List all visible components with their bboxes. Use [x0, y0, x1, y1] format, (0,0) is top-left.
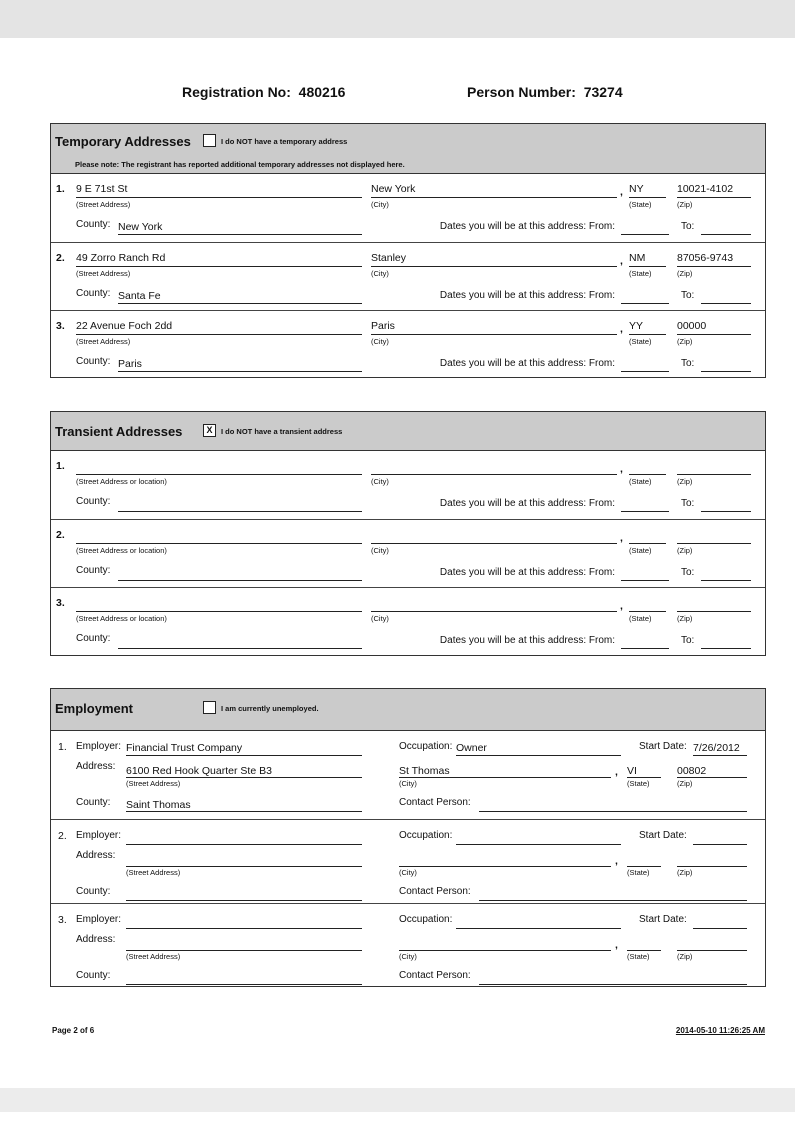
- zip-label: (Zip): [677, 614, 693, 623]
- state-label: (State): [629, 477, 652, 486]
- field-line: [629, 611, 666, 612]
- registration-label: Registration No:: [182, 84, 291, 100]
- field-line: [118, 580, 362, 581]
- person-value: 73274: [583, 84, 623, 100]
- field-line: [399, 950, 611, 951]
- employment-section: [50, 688, 766, 987]
- occupation-label: Occupation:: [399, 741, 453, 752]
- start-date-label: Start Date:: [639, 741, 687, 752]
- zip-label: (Zip): [677, 779, 693, 788]
- checkbox[interactable]: [203, 701, 216, 714]
- county-label: County:: [76, 565, 111, 576]
- dates-label: Dates you will be at this address: From:: [439, 498, 615, 509]
- county-label: County:: [76, 886, 111, 897]
- city-label: (City): [399, 779, 417, 788]
- dates-label: Dates you will be at this address: From:: [439, 567, 615, 578]
- comma: ,: [620, 463, 623, 475]
- state-label: (State): [629, 269, 652, 278]
- street-label: (Street Address): [126, 868, 181, 877]
- city-label: (City): [399, 952, 417, 961]
- state-label: (State): [629, 546, 652, 555]
- street-label: (Street Address or location): [76, 614, 167, 623]
- checkbox-label: I do NOT have a transient address: [221, 427, 343, 436]
- field-line: [629, 334, 666, 335]
- county-label: County:: [76, 797, 111, 808]
- zip-value[interactable]: 87056-9743: [677, 252, 734, 264]
- from-date-field: [621, 303, 669, 304]
- address-label: Address:: [76, 761, 116, 772]
- to-date-field: [701, 648, 751, 649]
- section-header: [51, 412, 765, 451]
- to-date-field: [701, 580, 751, 581]
- occupation-label: Occupation:: [399, 830, 453, 841]
- state-value[interactable]: VI: [627, 765, 637, 777]
- field-line: [456, 844, 621, 845]
- state-value[interactable]: YY: [629, 320, 644, 332]
- field-line: [693, 755, 747, 756]
- field-line: [76, 266, 362, 267]
- start-date-label: Start Date:: [639, 914, 687, 925]
- page-number: Page 2 of 6: [52, 1026, 95, 1035]
- registration-value: 480216: [298, 84, 346, 100]
- registration-number: [182, 84, 345, 100]
- temporary-addresses-section: [50, 123, 766, 378]
- occupation-value[interactable]: Owner: [456, 742, 487, 754]
- field-line: [456, 755, 621, 756]
- field-line: [371, 334, 617, 335]
- city-value[interactable]: Stanley: [371, 252, 407, 264]
- to-date-field: [701, 371, 751, 372]
- field-line: [76, 543, 362, 544]
- section-title: Temporary Addresses: [55, 134, 191, 149]
- checkbox[interactable]: [203, 134, 216, 147]
- county-label: County:: [76, 633, 111, 644]
- field-line: [627, 950, 661, 951]
- to-label: To:: [681, 498, 695, 509]
- row-number: 3.: [58, 914, 67, 926]
- field-line: [629, 197, 666, 198]
- street-value[interactable]: 9 E 71st St: [76, 183, 128, 195]
- field-line: [677, 866, 747, 867]
- state-label: (State): [627, 868, 650, 877]
- employer-label: Employer:: [76, 830, 122, 841]
- zip-label: (Zip): [677, 269, 693, 278]
- contact-person-field: [479, 811, 747, 812]
- field-line: [627, 777, 661, 778]
- zip-label: (Zip): [677, 337, 693, 346]
- field-line: [677, 611, 751, 612]
- street-value[interactable]: 49 Zorro Ranch Rd: [76, 252, 166, 264]
- top-bar: [0, 0, 795, 38]
- field-line: [693, 844, 747, 845]
- row-number: 1.: [56, 183, 65, 195]
- dates-label: Dates you will be at this address: From:: [439, 358, 615, 369]
- comma: ,: [615, 766, 618, 778]
- to-label: To:: [681, 635, 695, 646]
- row-number: 2.: [58, 830, 67, 842]
- field-line: [126, 755, 362, 756]
- street-label: (Street Address): [76, 337, 131, 346]
- start-date-label: Start Date:: [639, 830, 687, 841]
- employment-row: [51, 731, 765, 819]
- county-label: County:: [76, 496, 111, 507]
- county-value[interactable]: New York: [118, 221, 163, 233]
- city-label: (City): [371, 337, 389, 346]
- field-line: [118, 234, 362, 235]
- from-date-field: [621, 648, 669, 649]
- person-label: Person Number:: [467, 84, 576, 100]
- person-number: [467, 84, 623, 100]
- field-line: [126, 811, 362, 812]
- comma: ,: [620, 255, 623, 267]
- comma: ,: [620, 600, 623, 612]
- row-number: 1.: [56, 460, 65, 472]
- address-row: [51, 451, 765, 519]
- to-label: To:: [681, 221, 695, 232]
- field-line: [677, 474, 751, 475]
- field-line: [677, 950, 747, 951]
- row-number: 1.: [58, 741, 67, 753]
- to-label: To:: [681, 567, 695, 578]
- state-label: (State): [627, 779, 650, 788]
- checkbox-label: I do NOT have a temporary address: [221, 137, 348, 146]
- county-value[interactable]: Paris: [118, 358, 142, 370]
- field-line: [371, 266, 617, 267]
- from-date-field: [621, 511, 669, 512]
- state-label: (State): [629, 337, 652, 346]
- county-label: County:: [76, 288, 111, 299]
- field-line: [629, 543, 666, 544]
- city-label: (City): [371, 546, 389, 555]
- field-line: [126, 928, 362, 929]
- field-line: [677, 266, 751, 267]
- field-line: [118, 303, 362, 304]
- employer-label: Employer:: [76, 914, 122, 925]
- zip-value[interactable]: 00802: [677, 765, 707, 777]
- from-date-field: [621, 371, 669, 372]
- field-line: [126, 950, 362, 951]
- address-row: [51, 587, 765, 655]
- checkbox[interactable]: X: [203, 424, 216, 437]
- field-line: [629, 266, 666, 267]
- section-title: Employment: [55, 701, 134, 716]
- city-label: (City): [371, 269, 389, 278]
- field-line: [456, 928, 621, 929]
- contact-person-field: [479, 900, 747, 901]
- row-number: 3.: [56, 597, 65, 609]
- zip-value[interactable]: 00000: [677, 320, 707, 332]
- contact-person-label: Contact Person:: [399, 970, 471, 981]
- row-number: 2.: [56, 529, 65, 541]
- city-label: (City): [399, 868, 417, 877]
- field-line: [371, 197, 617, 198]
- to-date-field: [701, 303, 751, 304]
- row-number: 3.: [56, 320, 65, 332]
- field-line: [677, 777, 747, 778]
- street-label: (Street Address or location): [76, 546, 167, 555]
- comma: ,: [620, 186, 623, 198]
- state-label: (State): [629, 200, 652, 209]
- comma: ,: [620, 532, 623, 544]
- street-value[interactable]: 6100 Red Hook Quarter Ste B3: [126, 765, 272, 777]
- bottom-bar: [0, 1088, 795, 1112]
- to-label: To:: [681, 358, 695, 369]
- to-label: To:: [681, 290, 695, 301]
- to-date-field: [701, 511, 751, 512]
- address-row: [51, 310, 765, 378]
- address-row: [51, 519, 765, 587]
- timestamp: 2014-05-10 11:26:25 AM: [675, 1026, 765, 1035]
- zip-value[interactable]: 10021-4102: [677, 183, 734, 195]
- state-label: (State): [629, 614, 652, 623]
- employer-value[interactable]: Financial Trust Company: [126, 742, 243, 754]
- county-value[interactable]: Santa Fe: [118, 290, 161, 302]
- field-line: [76, 334, 362, 335]
- state-value[interactable]: NM: [629, 252, 646, 264]
- field-line: [399, 777, 611, 778]
- address-label: Address:: [76, 934, 116, 945]
- county-label: County:: [76, 219, 111, 230]
- street-label: (Street Address): [126, 779, 181, 788]
- street-label: (Street Address): [126, 952, 181, 961]
- start-date-value[interactable]: 7/26/2012: [693, 742, 740, 754]
- field-line: [118, 511, 362, 512]
- field-line: [126, 844, 362, 845]
- section-header: [51, 124, 765, 174]
- comma: ,: [620, 323, 623, 335]
- dates-label: Dates you will be at this address: From:: [439, 221, 615, 232]
- from-date-field: [621, 580, 669, 581]
- city-label: (City): [371, 477, 389, 486]
- field-line: [76, 474, 362, 475]
- employer-label: Employer:: [76, 741, 122, 752]
- field-line: [126, 866, 362, 867]
- city-label: (City): [371, 200, 389, 209]
- city-value[interactable]: St Thomas: [399, 765, 450, 777]
- occupation-label: Occupation:: [399, 914, 453, 925]
- city-value[interactable]: New York: [371, 183, 416, 195]
- employment-row: [51, 903, 765, 987]
- field-line: [399, 866, 611, 867]
- street-label: (Street Address): [76, 200, 131, 209]
- city-value[interactable]: Paris: [371, 320, 395, 332]
- contact-person-field: [479, 984, 747, 985]
- field-line: [118, 371, 362, 372]
- comma: ,: [615, 855, 618, 867]
- field-line: [627, 866, 661, 867]
- county-label: County:: [76, 970, 111, 981]
- street-label: (Street Address or location): [76, 477, 167, 486]
- county-label: County:: [76, 356, 111, 367]
- checkbox-label: I am currently unemployed.: [221, 704, 319, 713]
- field-line: [371, 474, 617, 475]
- field-line: [126, 777, 362, 778]
- field-line: [629, 474, 666, 475]
- field-line: [693, 928, 747, 929]
- field-line: [677, 334, 751, 335]
- city-label: (City): [371, 614, 389, 623]
- address-label: Address:: [76, 850, 116, 861]
- county-value[interactable]: Saint Thomas: [126, 799, 191, 811]
- transient-addresses-section: [50, 411, 766, 656]
- address-row: [51, 242, 765, 310]
- zip-label: (Zip): [677, 477, 693, 486]
- field-line: [118, 648, 362, 649]
- row-number: 2.: [56, 252, 65, 264]
- field-line: [677, 543, 751, 544]
- section-header: [51, 689, 765, 731]
- zip-label: (Zip): [677, 868, 693, 877]
- zip-label: (Zip): [677, 952, 693, 961]
- employment-row: [51, 819, 765, 903]
- state-value[interactable]: NY: [629, 183, 644, 195]
- field-line: [126, 984, 362, 985]
- field-line: [76, 197, 362, 198]
- zip-label: (Zip): [677, 200, 693, 209]
- comma: ,: [615, 939, 618, 951]
- contact-person-label: Contact Person:: [399, 797, 471, 808]
- from-date-field: [621, 234, 669, 235]
- zip-label: (Zip): [677, 546, 693, 555]
- contact-person-label: Contact Person:: [399, 886, 471, 897]
- field-line: [371, 611, 617, 612]
- field-line: [76, 611, 362, 612]
- street-value[interactable]: 22 Avenue Foch 2dd: [76, 320, 173, 332]
- street-label: (Street Address): [76, 269, 131, 278]
- section-title: Transient Addresses: [55, 424, 183, 439]
- address-row: [51, 174, 765, 242]
- field-line: [677, 197, 751, 198]
- section-note: Please note: The registrant has reported additional temporary addresses not displayed here.: [75, 160, 405, 169]
- dates-label: Dates you will be at this address: From:: [439, 635, 615, 646]
- field-line: [126, 900, 362, 901]
- to-date-field: [701, 234, 751, 235]
- field-line: [371, 543, 617, 544]
- state-label: (State): [627, 952, 650, 961]
- dates-label: Dates you will be at this address: From:: [439, 290, 615, 301]
